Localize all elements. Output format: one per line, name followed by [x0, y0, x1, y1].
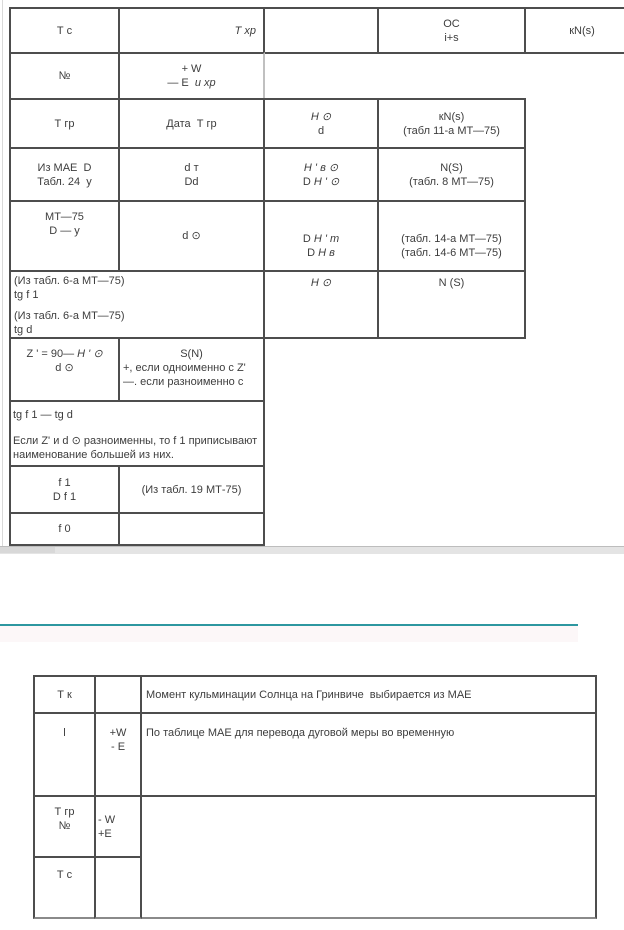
t1-r8: tg f 1 — tg d Если Z' и d ⊙ разноименны, то f 1 приписывают наименование большей из них. — [9, 400, 265, 467]
t1-r1c3-empty — [263, 7, 379, 54]
image-left-edge — [2, 0, 3, 552]
t1-r5c1: МТ—75 D — у — [9, 200, 120, 272]
t1-r1c5: кN(s) — [524, 7, 624, 54]
t1-r10c2-empty — [118, 512, 265, 546]
t2-r3c2: - W +Е — [94, 795, 142, 858]
t1-r4c2: d т Dd — [118, 147, 265, 202]
t1-r5c3: D Н ' т D Н в — [263, 200, 379, 272]
t2-r2c3: По таблице МАЕ для перевода дуговой меры во временную — [140, 712, 597, 797]
t1-r9c2: (Из табл. 19 МТ-75) — [118, 465, 265, 514]
divider-tint — [0, 626, 578, 642]
t2-r1c1: Т к — [33, 675, 96, 714]
t1-r10c1: f 0 — [9, 512, 120, 546]
t1-r6-left: (Из табл. 6-а МТ—75) tg f 1 (Из табл. 6-а МТ—75) tg d — [9, 270, 265, 339]
t2-r2c1: l — [33, 712, 96, 797]
t1-r1c1: Т с — [9, 7, 120, 54]
t2-r4c1: Т с — [33, 856, 96, 919]
t2-r2c2: +W - Е — [94, 712, 142, 797]
t1-r1c2: Т хр — [118, 7, 265, 54]
t1-r3c2: Дата Т гр — [118, 98, 265, 149]
t1-r1c4: ОС i+s — [377, 7, 526, 54]
t1-r7c2: S(N) +, если одноименно с Z' —. если разноименно с — [118, 337, 265, 402]
t2-r1c3: Момент кульминации Солнца на Гринвиче выбирается из МАЕ — [140, 675, 597, 714]
t1-r3c1: Т гр — [9, 98, 120, 149]
t1-r3c4: кN(s) (табл 11-а МТ—75) — [377, 98, 526, 149]
t1-r5c4: (табл. 14-а МТ—75) (табл. 14-6 МТ—75) — [377, 200, 526, 272]
t1-r2c1: № — [9, 52, 120, 100]
t1-r6c4: N (S) — [377, 270, 526, 339]
t2-r4c2-empty — [94, 856, 142, 919]
t1-r6c3: Н ⊙ — [263, 270, 379, 339]
t2-r1c2-empty — [94, 675, 142, 714]
t2-r3c1: Т гр № — [33, 795, 96, 858]
t1-r2c2: + W — Е и хр — [118, 52, 265, 100]
t1-r4c4: N(S) (табл. 8 МТ—75) — [377, 147, 526, 202]
t1-r4c3: Н ' в ⊙ D Н ' ⊙ — [263, 147, 379, 202]
t1-r5c2: d ⊙ — [118, 200, 265, 272]
image-bottom-band[interactable] — [0, 546, 624, 554]
image-bottom-band-left[interactable] — [0, 547, 55, 553]
t1-r7c1: Z ' = 90— Н ' ⊙ d ⊙ — [9, 337, 120, 402]
t1-r9c1: f 1 D f 1 — [9, 465, 120, 514]
t1-r4c1: Из МАЕ D Табл. 24 у — [9, 147, 120, 202]
t2-r34c3-empty — [140, 795, 597, 919]
t1-r3c3: Н ⊙ d — [263, 98, 379, 149]
